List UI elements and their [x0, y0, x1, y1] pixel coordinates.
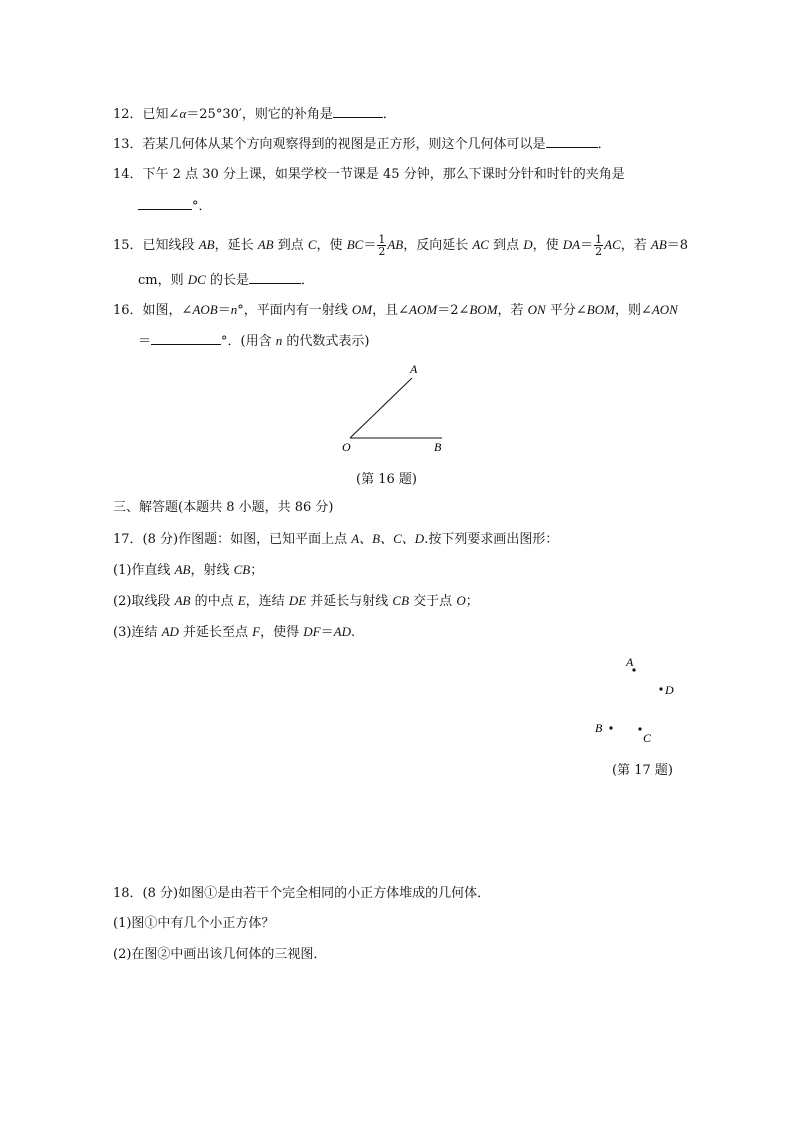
figure-17-caption: (第 17 题) — [612, 763, 673, 778]
step-text: 并延长至点 — [178, 625, 253, 640]
segment-label: AB — [387, 237, 404, 252]
fraction-denominator: 2 — [378, 245, 386, 258]
step-text: ，使得 — [260, 625, 304, 640]
question-15 — [113, 234, 688, 257]
ray-label: CB — [233, 562, 251, 577]
figure-16-caption: (第 16 题) — [356, 472, 417, 487]
angle-label: AOM — [409, 302, 438, 317]
fraction-denominator: 2 — [595, 245, 603, 258]
q15-text: ＝8 — [666, 238, 689, 253]
step-text: 交于点 — [409, 594, 457, 609]
q15-text: ，若 — [620, 238, 651, 253]
answer-blank — [249, 271, 301, 284]
segment-label: AC — [472, 237, 489, 252]
q12-text-b: ＝25°30′，则它的补角是 — [186, 107, 333, 122]
segment-label: DC — [187, 272, 206, 287]
segment-label: DF — [303, 624, 321, 639]
point-label: C — [307, 237, 317, 252]
point-c-dot — [638, 727, 641, 730]
ray-label: ON — [527, 302, 546, 317]
ray-label: OM — [351, 302, 373, 317]
q15-text: 的长是 — [205, 273, 249, 288]
step-text: . — [350, 625, 356, 640]
point-label: O — [456, 593, 466, 608]
ray-oa — [350, 378, 412, 438]
point-b-dot — [609, 726, 612, 729]
figure-17-points — [586, 650, 686, 750]
step-text: (2)取线段 — [113, 594, 175, 609]
q15-text: cm，则 — [138, 273, 188, 288]
fraction-one-half — [377, 234, 386, 257]
segment-label: DE — [288, 593, 307, 608]
segment-label: AD — [161, 624, 179, 639]
q16-text: ＝ — [138, 334, 152, 349]
fraction-one-half — [594, 234, 603, 257]
step-text: (1)作直线 — [113, 563, 175, 578]
q16-text: 如图，∠ — [142, 303, 193, 318]
angle-label: BOM — [469, 302, 498, 317]
q18-step-1: (1)图①中有几个小正方体？ — [113, 916, 275, 931]
question-13 — [113, 135, 611, 154]
q16-text: 的代数式表示) — [282, 334, 370, 349]
step-text: 并延长与射线 — [306, 594, 393, 609]
question-number: 12． — [113, 107, 143, 122]
point-label-a: A — [410, 362, 418, 376]
step-text: ； — [465, 594, 479, 609]
q15-text: 已知线段 — [142, 238, 199, 253]
q16-text: 平分∠ — [545, 303, 587, 318]
question-number: 13． — [113, 137, 143, 152]
segment-label: AB — [257, 237, 274, 252]
q15-text: ，延长 — [214, 238, 258, 253]
answer-blank — [138, 197, 192, 210]
step-text: ，射线 — [190, 563, 234, 578]
section-heading: 三、解答题(本题共 8 小题，共 86 分) — [113, 500, 334, 515]
variable-n: n — [275, 333, 283, 348]
point-label: D — [523, 237, 533, 252]
answer-blank — [333, 105, 383, 118]
question-16 — [113, 301, 678, 320]
segment-label: DA — [562, 237, 581, 252]
q15-end: ． — [300, 273, 314, 288]
step-text: ＝ — [320, 625, 334, 640]
question-number: 16． — [113, 303, 143, 318]
question-number: 17． — [113, 532, 143, 547]
figure-16-angle — [336, 360, 456, 460]
point-d-dot — [659, 687, 662, 690]
question-number: 14． — [113, 167, 143, 182]
q17-step-1 — [113, 561, 263, 580]
q18-step-2: (2)在图②中画出该几何体的三视图． — [113, 947, 327, 962]
point-label: F — [252, 624, 261, 639]
question-15-line2 — [138, 271, 314, 290]
q12-end: ． — [382, 107, 396, 122]
q14-end: °． — [192, 199, 212, 214]
q13-end: ． — [597, 137, 611, 152]
angle-label: AOB — [192, 302, 218, 317]
q15-text: ，使 — [316, 238, 347, 253]
answer-blank — [151, 332, 221, 345]
question-number: 15． — [113, 238, 143, 253]
question-number: 18． — [113, 886, 143, 901]
step-text: ； — [250, 563, 264, 578]
point-label: E — [237, 593, 246, 608]
q15-text: ＝ — [363, 238, 377, 253]
point-label-a: A — [626, 655, 634, 669]
q13-text: 若某几何体从某个方向观察得到的视图是正方形，则这个几何体可以是 — [142, 137, 546, 152]
question-16-line2 — [138, 332, 369, 351]
point-label-b: B — [595, 721, 603, 735]
point-a-dot — [632, 668, 635, 671]
q15-text: 到点 — [488, 238, 524, 253]
line-label: AB — [174, 562, 191, 577]
q15-text: ，使 — [532, 238, 563, 253]
q15-text: 到点 — [273, 238, 308, 253]
point-label-b: B — [434, 440, 442, 454]
q17-text: .按下列要求画出图形： — [424, 532, 559, 547]
q15-text: ，反向延长 — [403, 238, 473, 253]
q16-text: °，平面内有一射线 — [237, 303, 352, 318]
q15-text: ＝ — [580, 238, 594, 253]
variable-n: n — [230, 302, 238, 317]
alpha-symbol: α — [179, 106, 187, 121]
point-label-c: C — [643, 731, 652, 745]
q12-text-a: 已知∠ — [142, 107, 180, 122]
segment-label: AB — [198, 237, 215, 252]
segment-label: AB — [650, 237, 667, 252]
question-17 — [113, 530, 558, 549]
answer-blank — [546, 135, 598, 148]
question-18 — [113, 885, 490, 903]
angle-label: BOM — [586, 302, 615, 317]
point-label-o: O — [342, 440, 351, 454]
segment-label: AD — [333, 624, 351, 639]
q17-text: (8 分)作图题：如图，已知平面上点 — [142, 532, 352, 547]
q18-text: (8 分)如图①是由若干个完全相同的小正方体堆成的几何体． — [142, 886, 491, 901]
points-list: A、B、C、D — [351, 531, 425, 546]
step-text: 的中点 — [190, 594, 238, 609]
step-text: ，连结 — [245, 594, 289, 609]
segment-label: AC — [604, 237, 621, 252]
q16-text: ，若 — [497, 303, 528, 318]
angle-label: AON — [651, 302, 678, 317]
point-label-d: D — [665, 683, 674, 697]
q17-step-2 — [113, 592, 479, 611]
q16-text: ，则∠ — [614, 303, 652, 318]
fraction-numerator: 1 — [378, 233, 386, 246]
question-14 — [113, 166, 625, 184]
fraction-numerator: 1 — [595, 233, 603, 246]
q16-text: ＝ — [217, 303, 231, 318]
step-text: (3)连结 — [113, 625, 162, 640]
segment-label: AB — [174, 593, 191, 608]
question-12 — [113, 105, 396, 124]
q17-step-3 — [113, 623, 355, 642]
q14-text: 下午 2 点 30 分上课，如果学校一节课是 45 分钟，那么下课时分针和时针的夹角是 — [142, 167, 625, 182]
segment-label: BC — [346, 237, 364, 252]
q16-text: ＝2∠ — [437, 303, 470, 318]
q16-text: °．(用含 — [221, 334, 276, 349]
question-14-line2 — [138, 197, 212, 216]
ray-label: CB — [392, 593, 410, 608]
q16-text: ，且∠ — [372, 303, 410, 318]
